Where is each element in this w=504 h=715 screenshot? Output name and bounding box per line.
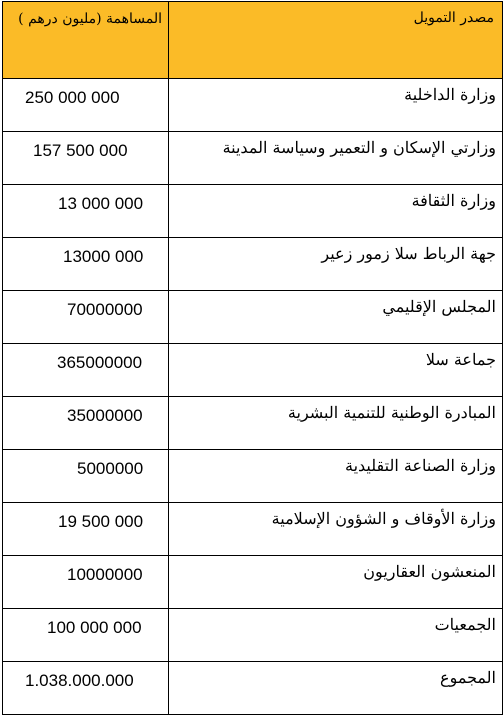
funding-source-cell: وزارة الصناعة التقليدية (169, 450, 503, 503)
table-row (3, 556, 503, 609)
funding-source-cell: وزارة الداخلية (169, 79, 503, 132)
funding-source-cell: وزارتي الإسكان و التعمير وسياسة المدينة (169, 132, 503, 185)
contribution-amount-cell: 10000000 (3, 556, 169, 609)
contribution-amount-cell: 35000000 (3, 397, 169, 450)
contribution-amount-cell: 365000000 (3, 344, 169, 397)
funding-sources-table (2, 1, 503, 715)
funding-source-cell: المبادرة الوطنية للتنمية البشرية (169, 397, 503, 450)
table-row (3, 662, 503, 715)
contribution-amount-cell: 70000000 (3, 291, 169, 344)
funding-source-cell: الجمعيات (169, 609, 503, 662)
funding-source-cell: جماعة سلا (169, 344, 503, 397)
table-header-row (3, 2, 503, 79)
contribution-amount-cell: 100 000 000 (3, 609, 169, 662)
table-row (3, 397, 503, 450)
funding-source-cell: المجموع (169, 662, 503, 715)
funding-source-cell: وزارة الثقافة (169, 185, 503, 238)
table-row (3, 238, 503, 291)
funding-source-cell: المجلس الإقليمي (169, 291, 503, 344)
table-row (3, 503, 503, 556)
table-row (3, 344, 503, 397)
table-row (3, 609, 503, 662)
contribution-amount-cell: 250 000 000 (3, 79, 169, 132)
funding-source-cell: المنعشون العقاريون (169, 556, 503, 609)
header-funding-source: مصدر التمويل (169, 2, 503, 79)
contribution-amount-cell: 19 500 000 (3, 503, 169, 556)
contribution-amount-cell: 1.038.000.000 (3, 662, 169, 715)
funding-source-cell: وزارة الأوقاف و الشؤون الإسلامية (169, 503, 503, 556)
table-row (3, 450, 503, 503)
table-row (3, 132, 503, 185)
contribution-amount-cell: 13 000 000 (3, 185, 169, 238)
contribution-amount-cell: 13000 000 (3, 238, 169, 291)
header-contribution-amount: المساهمة (مليون درهم ) (3, 2, 169, 79)
table-row (3, 79, 503, 132)
contribution-amount-cell: 157 500 000 (3, 132, 169, 185)
funding-source-cell: جهة الرباط سلا زمور زعير (169, 238, 503, 291)
contribution-amount-cell: 5000000 (3, 450, 169, 503)
table-row (3, 185, 503, 238)
table-row (3, 291, 503, 344)
